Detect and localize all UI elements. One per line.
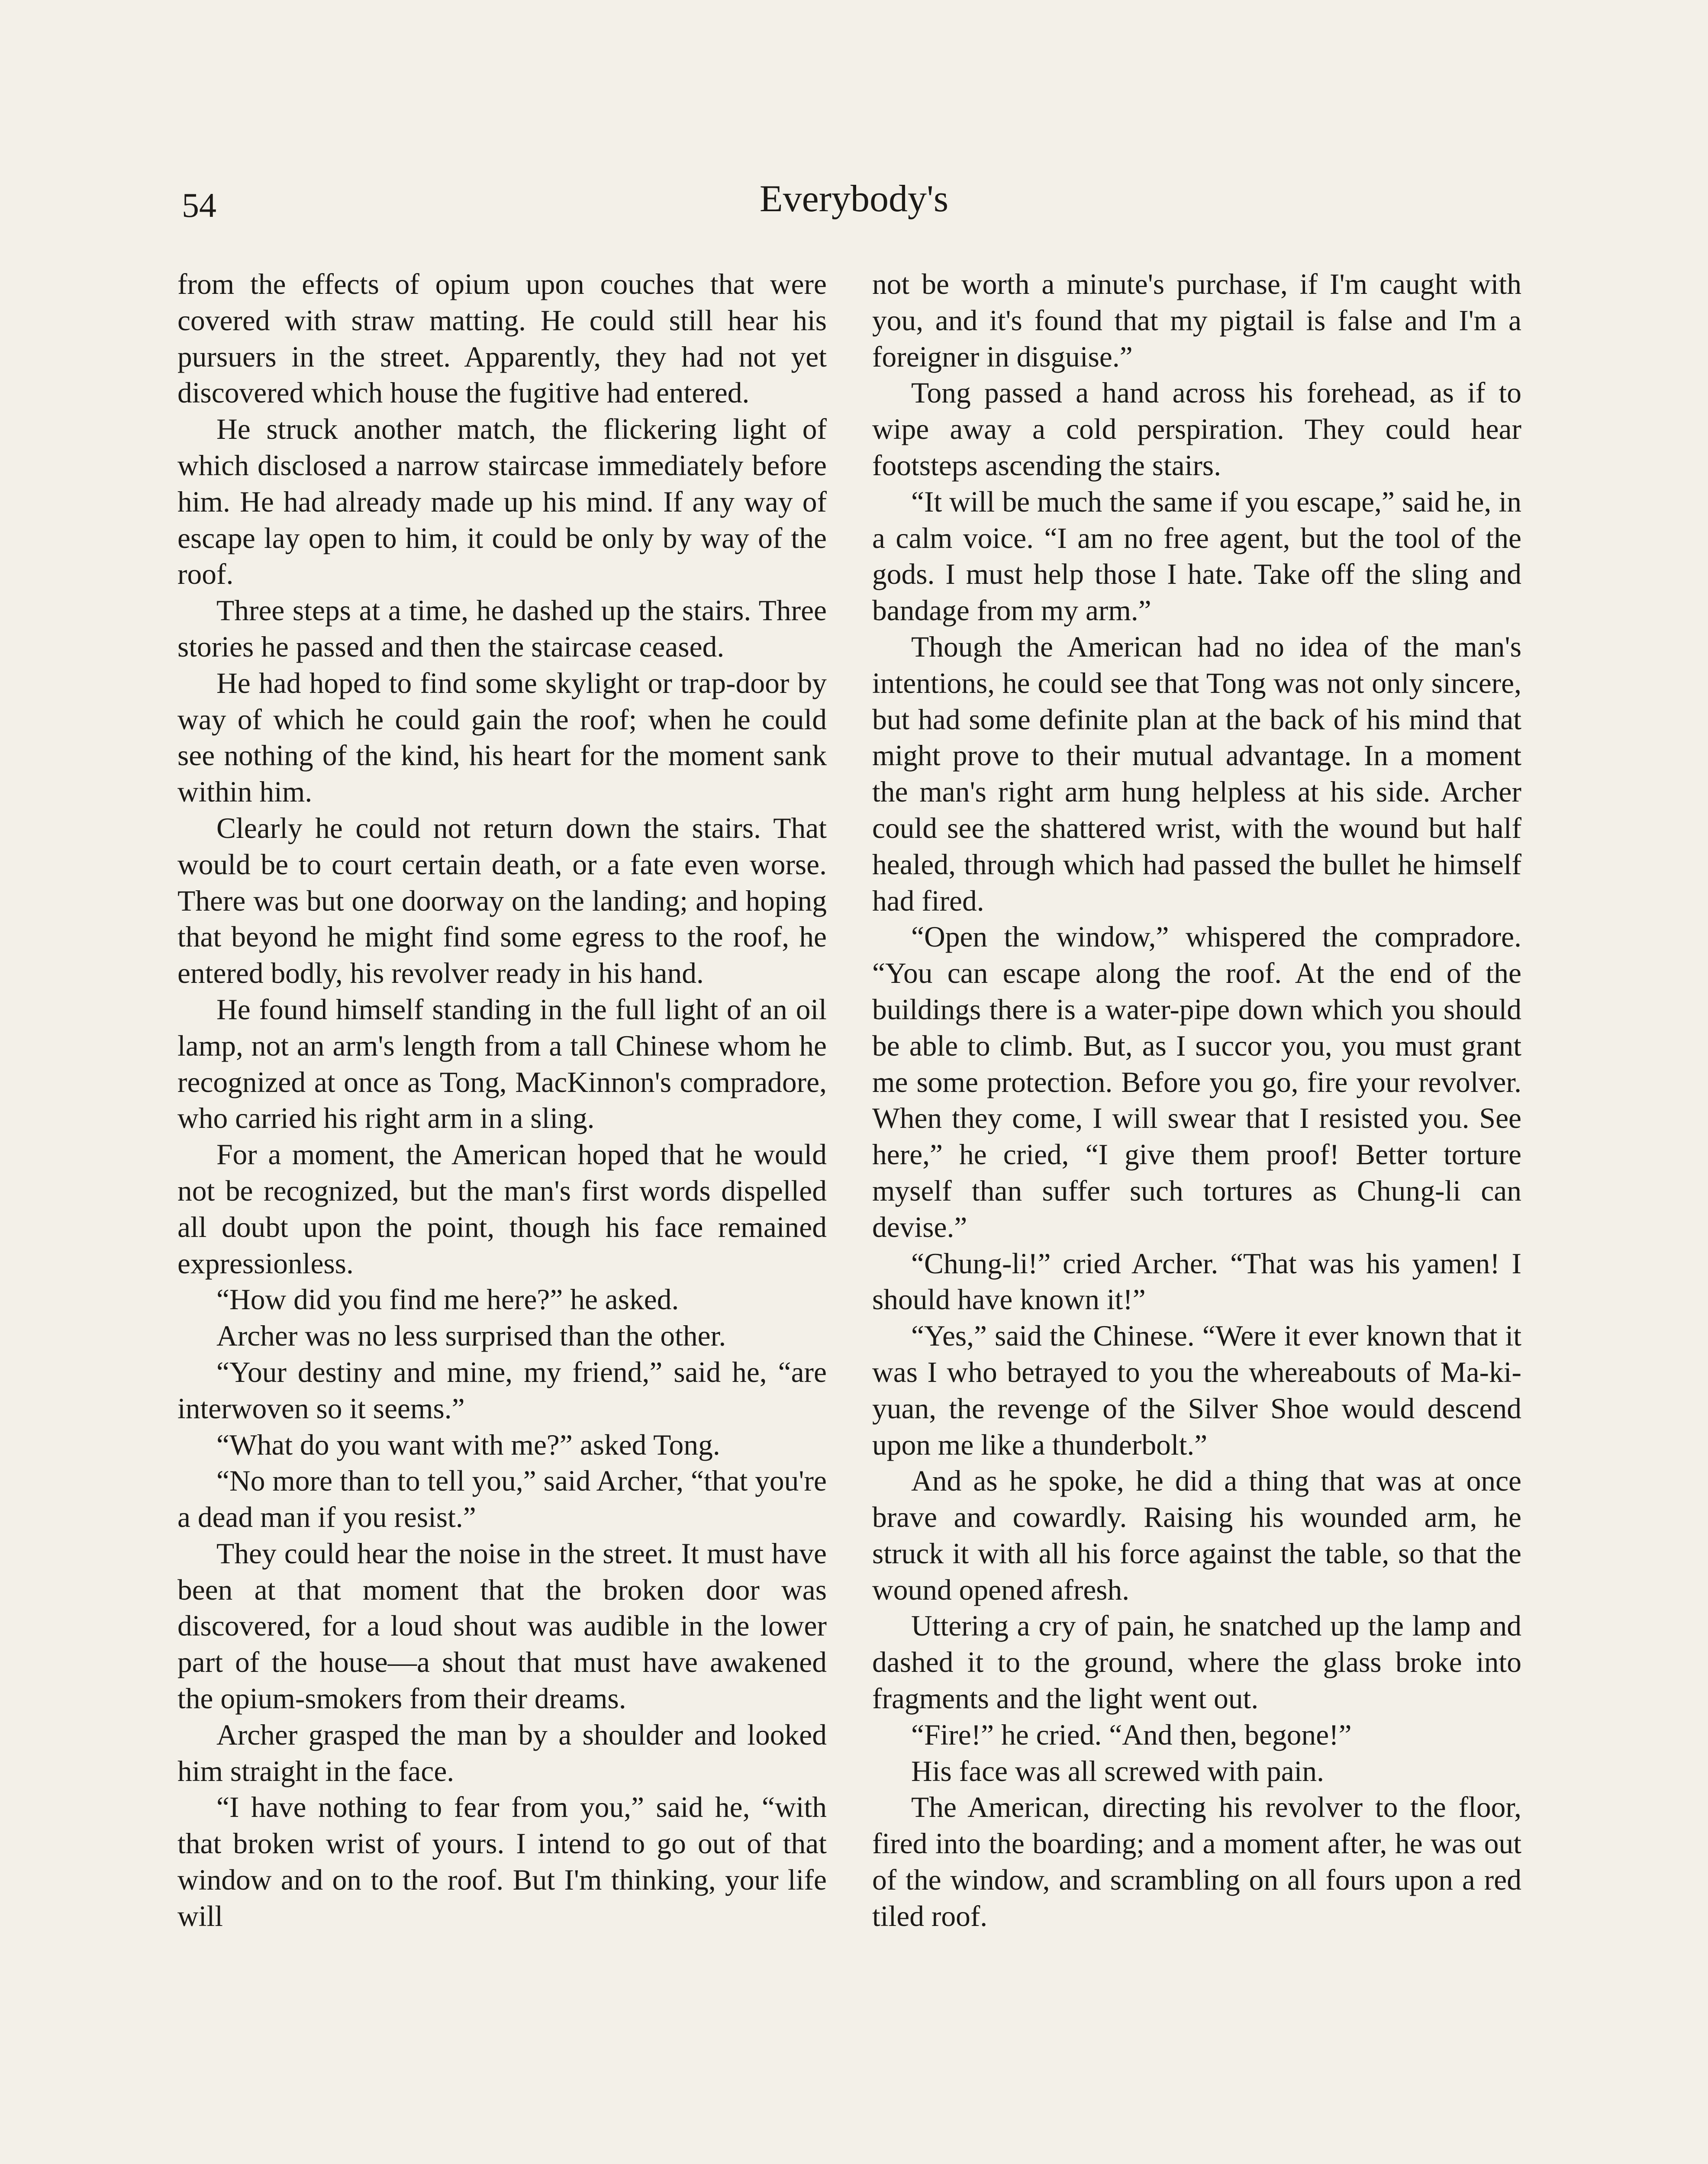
paragraph: “Open the window,” whispered the compradore. “You can escape along the roof. At the end of the buildings there is a water-pipe down which you should be able to climb. But, as I succor you, you must grant me some protection. Before you go, fire your revolver. When they come, I will swear that I resisted you. See here,” he cried, “I give them proof! Better torture myself than suffer such tortures as Chung-li can devise.” (872, 921, 1521, 1243)
paragraph: “Chung-li!” cried Archer. “That was his yamen! I should have known it!” (872, 1247, 1521, 1316)
paragraph: He had hoped to find some skylight or trap-door by way of which he could gain the roof; when he could see nothing of the kind, his heart for the moment sank within him. (177, 667, 827, 808)
paragraph: Though the American had no idea of the man's intentions, he could see that Tong was not only sincere, but had some definite plan at the back of his mind that might prove to their mutual advantage. In a moment the man's right arm hung helpless at his side. Archer could see the shattered wrist, with the wound but half healed, through which had passed the bullet he himself had fired. (872, 630, 1521, 917)
page-number: 54 (182, 187, 216, 225)
paragraph: not be worth a minute's purchase, if I'm caught with you, and it's found that my pigtail is false and I'm a foreigner in disguise.” (872, 268, 1521, 373)
paragraph: Archer grasped the man by a shoulder and looked him straight in the face. (177, 1718, 827, 1787)
right-column (872, 266, 1521, 1935)
paragraph: “How did you find me here?” he asked. (216, 1283, 679, 1316)
paragraph: “It will be much the same if you escape,” said he, in a calm voice. “I am no free agent, but the tool of the gods. I must help those I hate. Take off the sling and bandage from my arm.” (872, 485, 1521, 627)
paragraph: For a moment, the American hoped that he would not be recognized, but the man's first words dispelled all doubt upon the point, though his face remained expressionless. (177, 1138, 827, 1280)
paragraph: He found himself standing in the full light of an oil lamp, not an arm's length from a tall Chinese whom he recognized at once as Tong, MacKinnon's compradore, who carried his right arm in a sling. (177, 993, 827, 1135)
paragraph: The American, directing his revolver to the floor, fired into the boarding; and a moment after, he was out of the window, and scrambling on all fours upon a red tiled roof. (872, 1791, 1521, 1932)
paragraph: Archer was no less surprised than the other. (216, 1320, 726, 1352)
running-title: Everybody's (759, 178, 949, 220)
paragraph: They could hear the noise in the street. It must have been at that moment that the broken door was discovered, for a loud shout was audible in the lower part of the house—a shout that must have awakened the opium-smokers from their dreams. (177, 1537, 827, 1715)
paragraph: Uttering a cry of pain, he snatched up the lamp and dashed it to the ground, where the glass broke into fragments and the light went out. (872, 1610, 1521, 1715)
paragraph: Tong passed a hand across his forehead, as if to wipe away a cold perspiration. They could hear footsteps ascending the stairs. (872, 377, 1521, 482)
paragraph: from the effects of opium upon couches that were covered with straw matting. He could still hear his pursuers in the street. Apparently, they had not yet discovered which house the fugitive had entered. (177, 268, 827, 409)
paragraph: His face was all screwed with pain. (911, 1755, 1325, 1787)
paragraph: “Your destiny and mine, my friend,” said he, “are interwoven so it seems.” (177, 1356, 827, 1425)
paragraph: “I have nothing to fear from you,” said he, “with that broken wrist of yours. I intend to go out of that window and on to the roof. But I'm thinking, your life will (177, 1791, 827, 1932)
paragraph: Clearly he could not return down the stairs. That would be to court certain death, or a fate even worse. There was but one doorway on the landing; and hoping that beyond he might find some egress to the roof, he entered bodly, his revolver ready in his hand. (177, 812, 827, 990)
paragraph: And as he spoke, he did a thing that was at once brave and cowardly. Raising his wounded arm, he struck it with all his force against the table, so that the wound opened afresh. (872, 1465, 1521, 1606)
paragraph: “No more than to tell you,” said Archer, “that you're a dead man if you resist.” (177, 1465, 827, 1534)
paragraph: Three steps at a time, he dashed up the stairs. Three stories he passed and then the staircase ceased. (177, 594, 827, 663)
paragraph: “Yes,” said the Chinese. “Were it ever known that it was I who betrayed to you the whereabouts of Ma-ki-yuan, the revenge of the Silver Shoe would descend upon me like a thunderbolt.” (872, 1320, 1521, 1461)
page-header (177, 175, 1531, 227)
paragraph: “Fire!” he cried. “And then, begone!” (911, 1718, 1352, 1751)
paragraph: He struck another match, the flickering light of which disclosed a narrow staircase immediately before him. He had already made up his mind. If any way of escape lay open to him, it could be only by way of the roof. (177, 413, 827, 591)
paragraph: “What do you want with me?” asked Tong. (216, 1428, 720, 1461)
left-column (177, 266, 827, 1935)
